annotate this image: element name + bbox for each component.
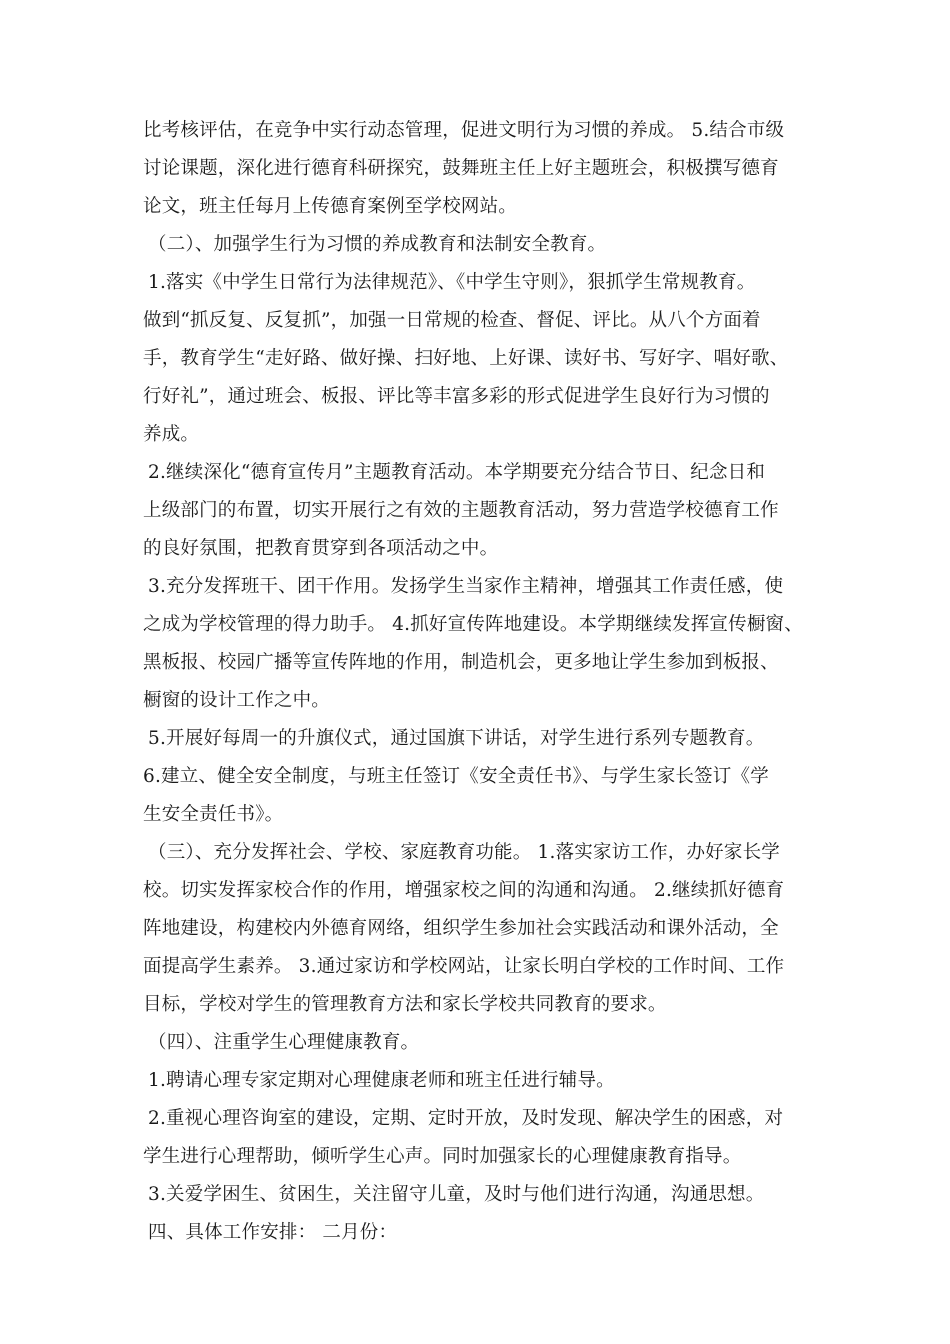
text-line-30: 四、具体工作安排： 二月份： <box>148 1222 398 1243</box>
text-line-6: 做到“抓反复、反复抓”，加强一日常规的检查、督促、评比。从八个方面着 <box>143 310 761 331</box>
text-line-11: 上级部门的布置，切实开展行之有效的主题教育活动，努力营造学校德育工作 <box>143 500 779 521</box>
text-line-2: 讨论课题，深化进行德育科研探究，鼓舞班主任上好主题班会，积极撰写德育 <box>143 158 779 179</box>
text-line-24: 目标，学校对学生的管理教育方法和家长学校共同教育的要求。 <box>143 994 667 1015</box>
text-line-9: 养成。 <box>143 424 200 445</box>
text-line-16: 橱窗的设计工作之中。 <box>143 690 331 711</box>
text-line-5: 1.落实《中学生日常行为法律规范》、《中学生守则》，狠抓学生常规教育。 <box>148 272 756 293</box>
text-line-10: 2.继续深化“德育宣传月”主题教育活动。本学期要充分结合节日、纪念日和 <box>148 462 766 483</box>
text-line-20: （三）、充分发挥社会、学校、家庭教育功能。 1.落实家访工作，办好家长学 <box>148 842 780 863</box>
text-line-4: （二）、加强学生行为习惯的养成教育和法制安全教育。 <box>148 234 607 255</box>
text-line-7: 手，教育学生“走好路、做好操、扫好地、上好课、读好书、写好字、唱好歌、 <box>143 348 789 369</box>
text-line-3: 论文，班主任每月上传德育案例至学校网站。 <box>143 196 518 217</box>
text-line-21: 校。切实发挥家校合作的作用，增强家校之间的沟通和沟通。 2.继续抓好德育 <box>143 880 785 901</box>
text-line-14: 之成为学校管理的得力助手。 4.抓好宣传阵地建设。本学期继续发挥宣传橱窗、 <box>143 614 803 635</box>
text-line-25: （四）、注重学生心理健康教育。 <box>148 1032 420 1053</box>
text-line-29: 3.关爱学困生、贫困生，关注留守儿童，及时与他们进行沟通，沟通思想。 <box>148 1184 765 1205</box>
text-line-23: 面提高学生素养。 3.通过家访和学校网站，让家长明白学校的工作时间、工作 <box>143 956 785 977</box>
text-line-1: 比考核评估，在竞争中实行动态管理，促进文明行为习惯的养成。 5.结合市级 <box>143 120 785 141</box>
text-line-15: 黑板报、校园广播等宣传阵地的作用，制造机会，更多地让学生参加到板报、 <box>143 652 779 673</box>
text-line-8: 行好礼”，通过班会、板报、评比等丰富多彩的形式促进学生良好行为习惯的 <box>143 386 770 407</box>
text-line-17: 5.开展好每周一的升旗仪式，通过国旗下讲话，对学生进行系列专题教育。 <box>148 728 765 749</box>
text-line-22: 阵地建设，构建校内外德育网络，组织学生参加社会实践活动和课外活动，全 <box>143 918 779 939</box>
text-line-12: 的良好氛围，把教育贯穿到各项活动之中。 <box>143 538 499 559</box>
text-line-28: 学生进行心理帮助，倾听学生心声。同时加强家长的心理健康教育指导。 <box>143 1146 742 1167</box>
text-line-18: 6.建立、健全安全制度，与班主任签订《安全责任书》、与学生家长签订《学 <box>143 766 769 787</box>
text-line-13: 3.充分发挥班干、团干作用。发扬学生当家作主精神，增强其工作责任感，使 <box>148 576 784 597</box>
text-line-19: 生安全责任书》。 <box>143 804 284 825</box>
text-line-26: 1.聘请心理专家定期对心理健康老师和班主任进行辅导。 <box>148 1070 615 1091</box>
text-line-27: 2.重视心理咨询室的建设，定期、定时开放，及时发现、解决学生的困惑，对 <box>148 1108 784 1129</box>
